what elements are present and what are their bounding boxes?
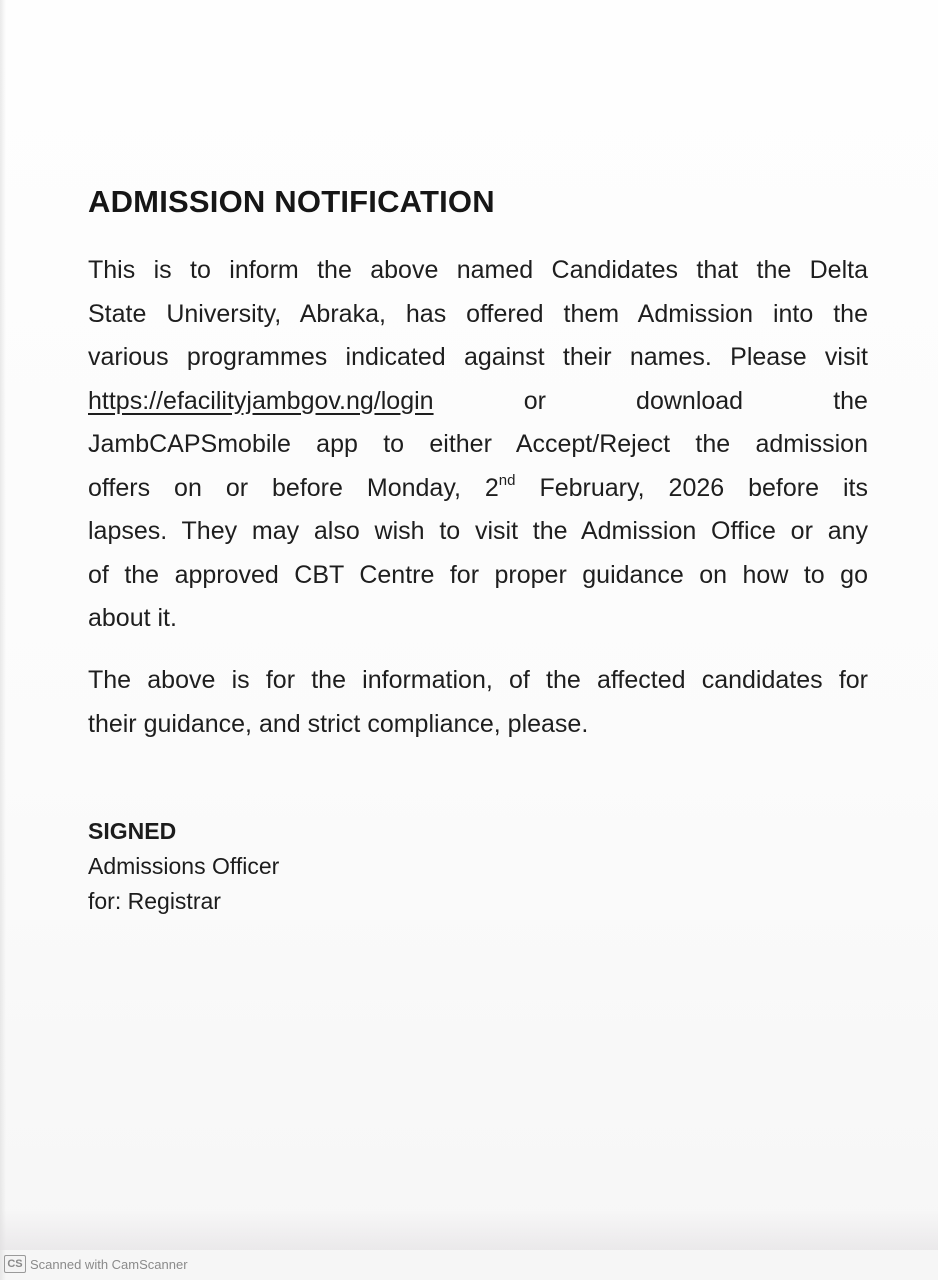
document-heading: ADMISSION NOTIFICATION <box>88 184 495 219</box>
paragraph-line-with-link <box>88 380 868 424</box>
paragraph-admission-details <box>88 249 868 641</box>
paragraph-line: lapses. They may also wish to visit the Admission Office or any <box>88 517 868 545</box>
paragraph-compliance <box>88 659 868 746</box>
signature-block <box>88 814 279 919</box>
signed-label: SIGNED <box>88 818 177 844</box>
watermark-text: Scanned with CamScanner <box>30 1256 188 1272</box>
paragraph-line: about it. <box>88 604 177 632</box>
camscanner-watermark <box>4 1253 188 1275</box>
deadline-text-after: February, 2026 before its <box>515 473 868 502</box>
paragraph-line: The above is for the information, of the affected candidates for <box>88 666 868 694</box>
signatory-role: Admissions Officer <box>88 853 280 879</box>
jamb-login-link[interactable]: https://efacilityjambgov.ng/login <box>88 386 434 415</box>
scan-edge-shadow <box>0 0 6 1280</box>
paragraph-line: their guidance, and strict compliance, please. <box>88 709 589 738</box>
paragraph-word: or <box>523 386 546 415</box>
paragraph-line: This is to inform the above named Candidates that the Delta <box>88 256 868 284</box>
paragraph-word: download <box>636 386 744 415</box>
paragraph-line: various programmes indicated against their names. Please visit <box>88 343 868 371</box>
paragraph-line: of the approved CBT Centre for proper guidance on how to go <box>88 560 868 589</box>
date-ordinal-suffix: nd <box>498 471 516 489</box>
paragraph-line-deadline <box>88 467 868 511</box>
scan-bottom-shadow <box>0 1210 938 1250</box>
paragraph-line: JambCAPSmobile app to either Accept/Reject the admission <box>88 430 868 458</box>
camscanner-logo-icon: CS <box>4 1255 26 1273</box>
deadline-text-before: offers on or before Monday, 2 <box>88 473 499 502</box>
paragraph-line: State University, Abraka, has offered them Admission into the <box>88 299 868 328</box>
paragraph-word: the <box>833 386 868 415</box>
signatory-for: for: Registrar <box>88 888 221 914</box>
